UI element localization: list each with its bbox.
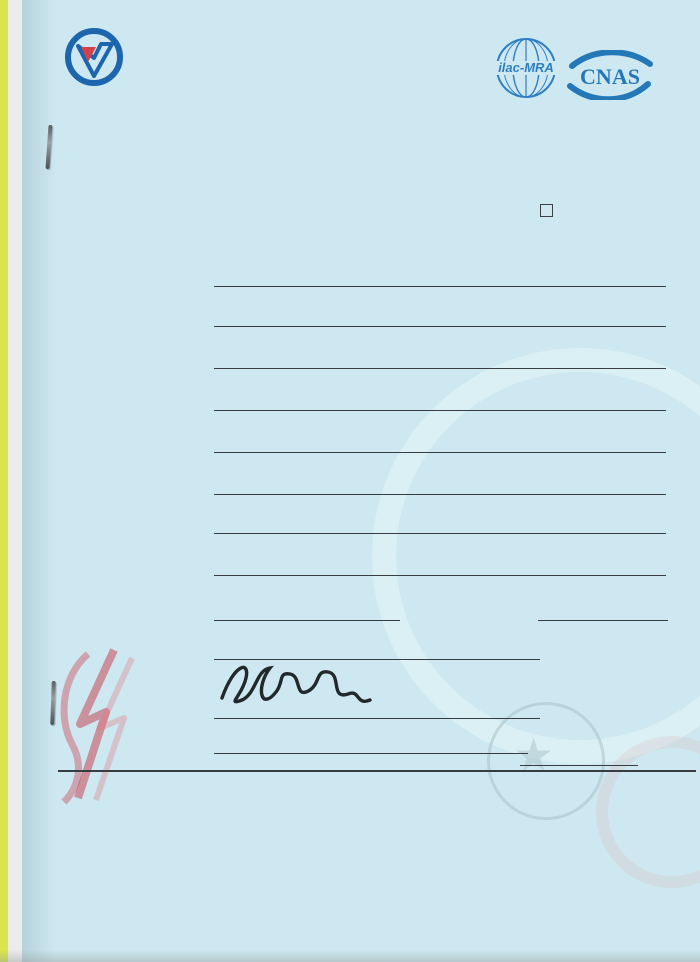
inspected-by-signature bbox=[208, 656, 378, 718]
barcode bbox=[280, 204, 466, 239]
ilac-mra-icon bbox=[494, 36, 558, 100]
field-underline bbox=[214, 452, 666, 453]
stamp-underline bbox=[520, 765, 638, 766]
scan-bottom-shadow bbox=[0, 950, 700, 962]
embossed-seal-star: ★ bbox=[513, 729, 555, 781]
svg-text:CNAS: CNAS bbox=[580, 64, 640, 89]
field-underline bbox=[214, 368, 666, 369]
scan-paper-edge bbox=[8, 0, 22, 962]
signature-underline bbox=[214, 718, 540, 719]
svg-text:ilac-MRA: ilac-MRA bbox=[498, 60, 554, 75]
scan-icon bbox=[540, 204, 553, 217]
field-underline bbox=[214, 575, 666, 576]
field-underline bbox=[214, 620, 400, 621]
scan-edge-strip bbox=[0, 0, 8, 962]
qr-code bbox=[556, 112, 626, 182]
field-underline bbox=[214, 326, 666, 327]
field-underline bbox=[214, 286, 666, 287]
cnas-icon bbox=[566, 50, 654, 100]
signature-underline bbox=[214, 753, 528, 754]
field-underline bbox=[214, 410, 666, 411]
field-underline bbox=[214, 533, 666, 534]
red-emblem-watermark-icon bbox=[50, 648, 150, 808]
footer-separator bbox=[58, 770, 696, 772]
field-underline bbox=[214, 494, 666, 495]
lisai-logo-icon bbox=[58, 26, 130, 92]
field-underline bbox=[538, 620, 668, 621]
